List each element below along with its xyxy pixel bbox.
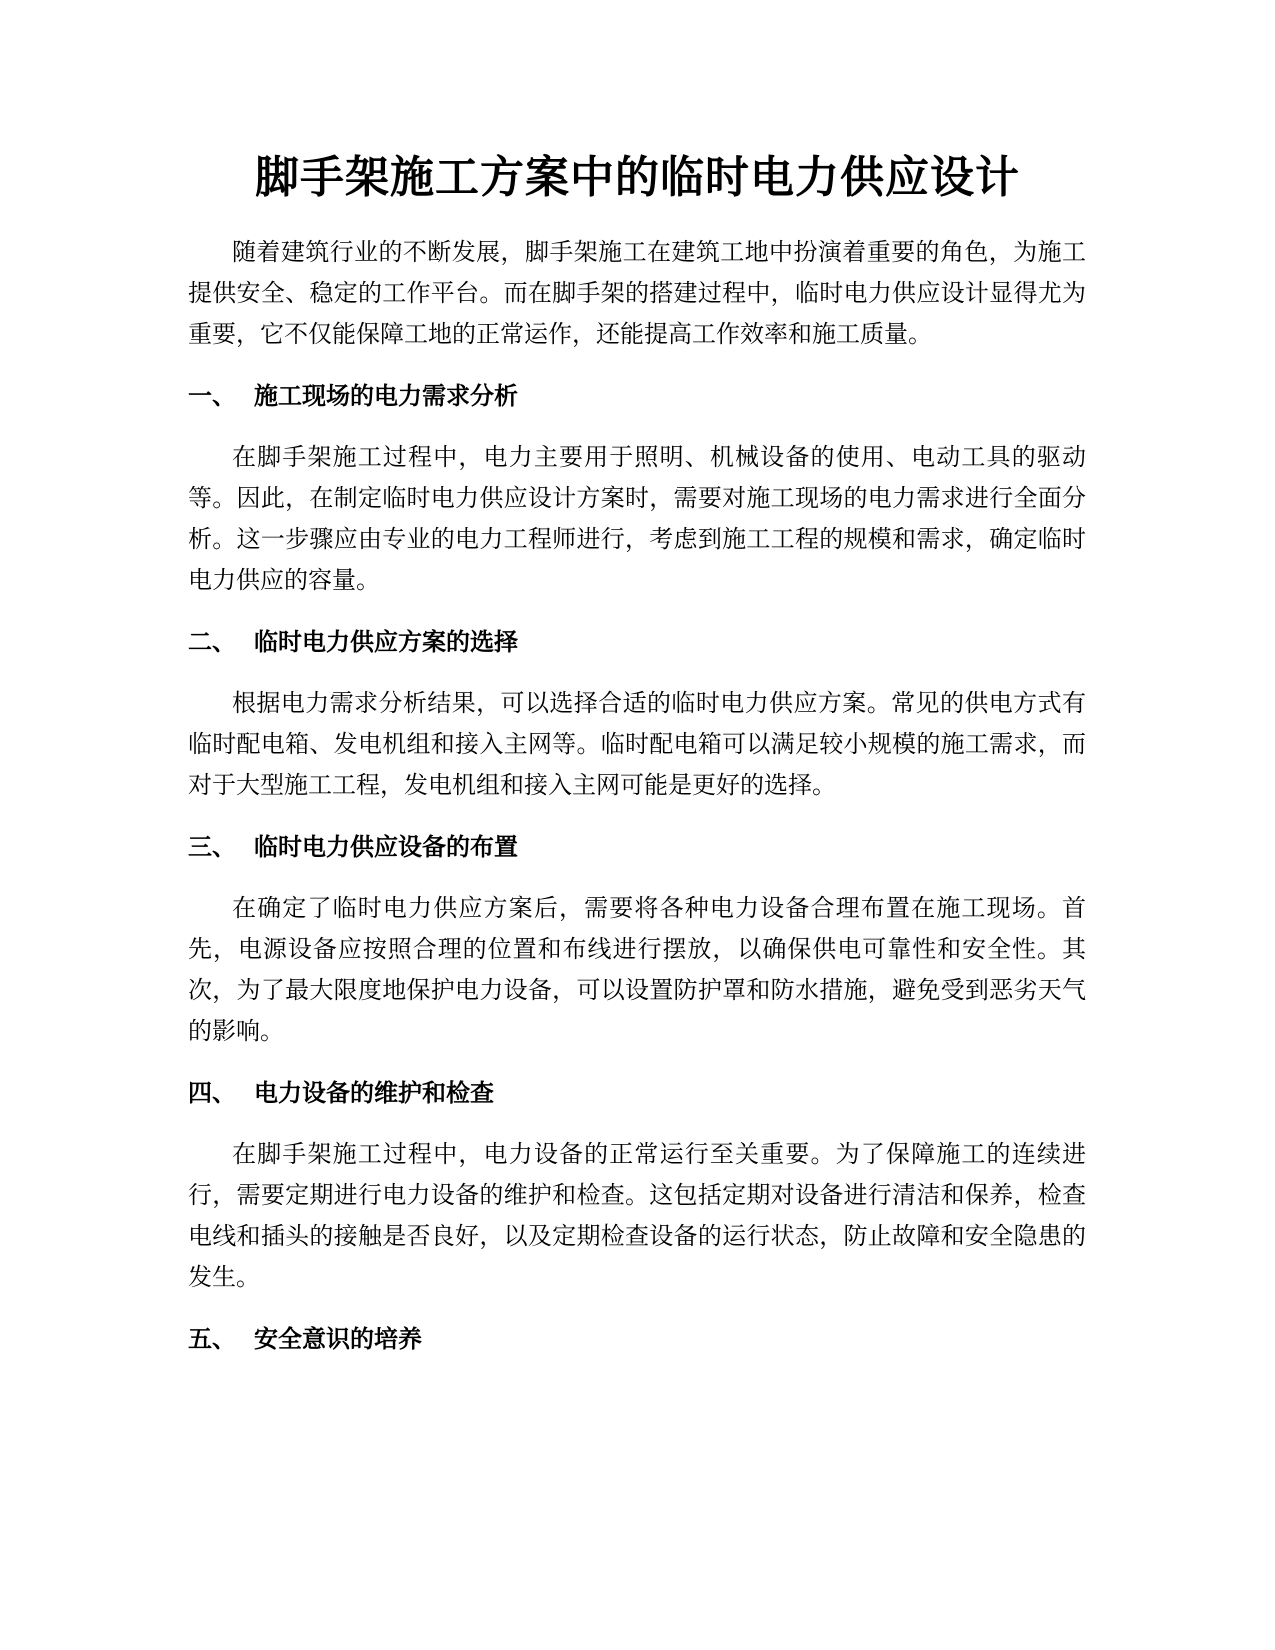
- section-5-title: 安全意识的培养: [254, 1325, 422, 1353]
- section-2-heading: [188, 625, 518, 659]
- section-5-number: 五、: [188, 1325, 236, 1353]
- section-4-paragraph: 在脚手架施工过程中，电力设备的正常运行至关重要。为了保障施工的连续进行，需要定期进行电力设备的维护和检查。这包括定期对设备进行清洁和保养，检查电线和插头的接触是否良好，以及定期检查设备的运行状态，防止故障和安全隐患的发生。: [188, 1140, 1086, 1291]
- section-3-paragraph: 在确定了临时电力供应方案后，需要将各种电力设备合理布置在施工现场。首先，电源设备应按照合理的位置和布线进行摆放，以确保供电可靠性和安全性。其次，为了最大限度地保护电力设备，可以设置防护罩和防水措施，避免受到恶劣天气的影响。: [188, 894, 1086, 1045]
- section-4-title: 电力设备的维护和检查: [254, 1079, 494, 1107]
- section-1-paragraph: 在脚手架施工过程中，电力主要用于照明、机械设备的使用、电动工具的驱动等。因此，在制定临时电力供应设计方案时，需要对施工现场的电力需求进行全面分析。这一步骤应由专业的电力工程师进行，考虑到施工工程的规模和需求，确定临时电力供应的容量。: [188, 443, 1086, 594]
- section-1-number: 一、: [188, 382, 236, 410]
- section-2-paragraph: 根据电力需求分析结果，可以选择合适的临时电力供应方案。常见的供电方式有临时配电箱、发电机组和接入主网等。临时配电箱可以满足较小规模的施工需求，而对于大型施工工程，发电机组和接入主网可能是更好的选择。: [188, 689, 1086, 799]
- document-title: 脚手架施工方案中的临时电力供应设计: [255, 152, 1020, 203]
- section-4-heading: [188, 1076, 494, 1110]
- section-2-number: 二、: [188, 628, 236, 656]
- section-3-heading: [188, 830, 518, 864]
- section-2-title: 临时电力供应方案的选择: [254, 628, 518, 656]
- section-3-number: 三、: [188, 833, 236, 861]
- section-3-title: 临时电力供应设备的布置: [254, 833, 518, 861]
- intro-paragraph: 随着建筑行业的不断发展，脚手架施工在建筑工地中扮演着重要的角色，为施工提供安全、稳定的工作平台。而在脚手架的搭建过程中，临时电力供应设计显得尤为重要，它不仅能保障工地的正常运作，还能提高工作效率和施工质量。: [188, 238, 1086, 348]
- section-1-heading: [188, 379, 518, 413]
- section-5-heading: [188, 1322, 422, 1356]
- section-1-title: 施工现场的电力需求分析: [254, 382, 518, 410]
- section-4-number: 四、: [188, 1079, 236, 1107]
